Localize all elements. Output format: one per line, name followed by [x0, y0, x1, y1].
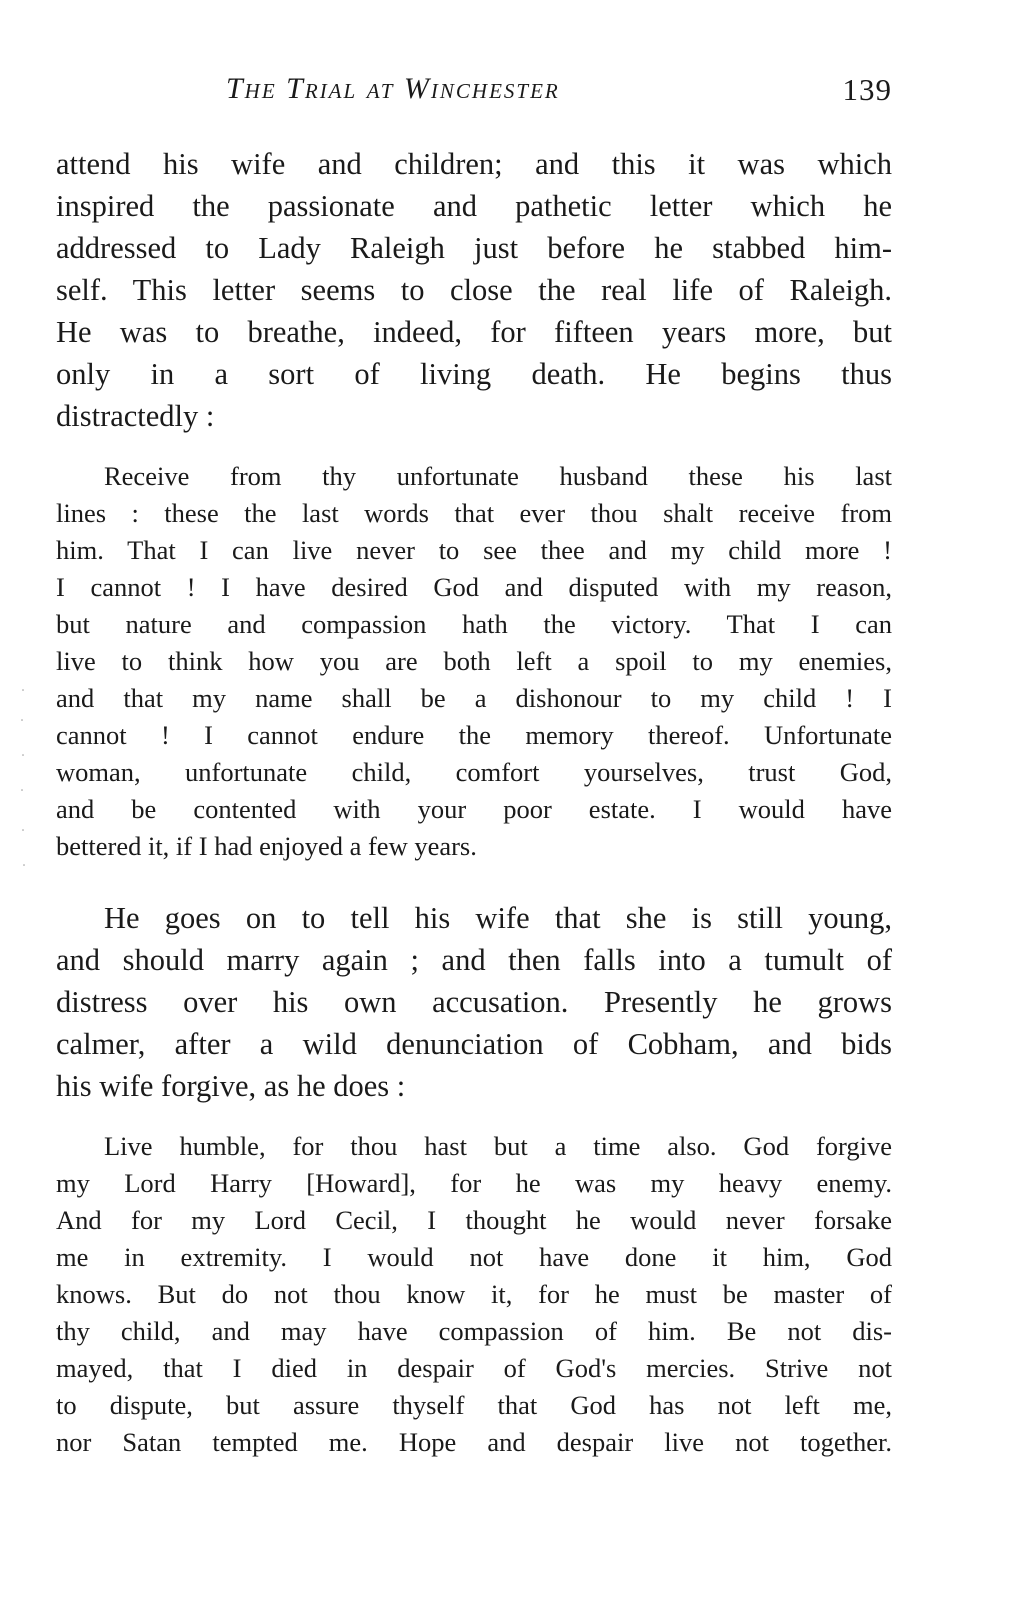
quote-line: my Lord Harry [Howard], for he was my heavy enemy. [56, 1168, 892, 1198]
quote-line: and that my name shall be a dishonour to my child ! I [56, 683, 892, 713]
quote-line: I cannot ! I have desired God and disputed with my reason, [56, 572, 892, 602]
paragraph-line: distractedly : [56, 399, 215, 433]
paragraph-line: He was to breathe, indeed, for fifteen years more, but [56, 315, 892, 349]
quote-line: Receive from thy unfortunate husband these his last [104, 461, 892, 491]
paragraph-line: and should marry again ; and then falls into a tumult of [56, 943, 892, 977]
paragraph-line: calmer, after a wild denunciation of Cobham, and bids [56, 1027, 892, 1061]
quote-line: live to think how you are both left a spoil to my enemies, [56, 646, 892, 676]
quote-line: and be contented with your poor estate. I would have [56, 794, 892, 824]
quote-line: me in extremity. I would not have done it him, God [56, 1242, 892, 1272]
quote-line: lines : these the last words that ever thou shalt receive from [56, 498, 892, 528]
paragraph-line: inspired the passionate and pathetic letter which he [56, 189, 892, 223]
quote-line: nor Satan tempted me. Hope and despair live not together. [56, 1427, 892, 1457]
quote-line: bettered it, if I had enjoyed a few years. [56, 831, 477, 861]
paragraph-line: his wife forgive, as he does : [56, 1069, 406, 1103]
quote-line: woman, unfortunate child, comfort yourselves, trust God, [56, 757, 892, 787]
paragraph-line: distress over his own accusation. Presently he grows [56, 985, 892, 1019]
quote-line: to dispute, but assure thyself that God has not left me, [56, 1390, 892, 1420]
quote-line: him. That I can live never to see thee and my child more ! [56, 535, 892, 565]
running-head: The Trial at Winchester [226, 72, 560, 105]
page-header [56, 72, 892, 112]
paragraph-line: self. This letter seems to close the real life of Raleigh. [56, 273, 892, 307]
scan-specks [20, 680, 26, 880]
paragraph-line: only in a sort of living death. He begins thus [56, 357, 892, 391]
quote-line: thy child, and may have compassion of him. Be not dis- [56, 1316, 892, 1346]
paragraph-line: attend his wife and children; and this it was which [56, 147, 892, 181]
quote-line: but nature and compassion hath the victory. That I can [56, 609, 892, 639]
page-number: 139 [842, 72, 892, 107]
quote-line: mayed, that I died in despair of God's mercies. Strive not [56, 1353, 892, 1383]
quote-line: Live humble, for thou hast but a time also. God forgive [104, 1131, 892, 1161]
quote-line: knows. But do not thou know it, for he must be master of [56, 1279, 892, 1309]
paragraph-line: He goes on to tell his wife that she is still young, [104, 901, 892, 935]
quote-line: cannot ! I cannot endure the memory thereof. Unfortunate [56, 720, 892, 750]
paragraph-line: addressed to Lady Raleigh just before he stabbed him- [56, 231, 892, 265]
quote-line: And for my Lord Cecil, I thought he would never forsake [56, 1205, 892, 1235]
